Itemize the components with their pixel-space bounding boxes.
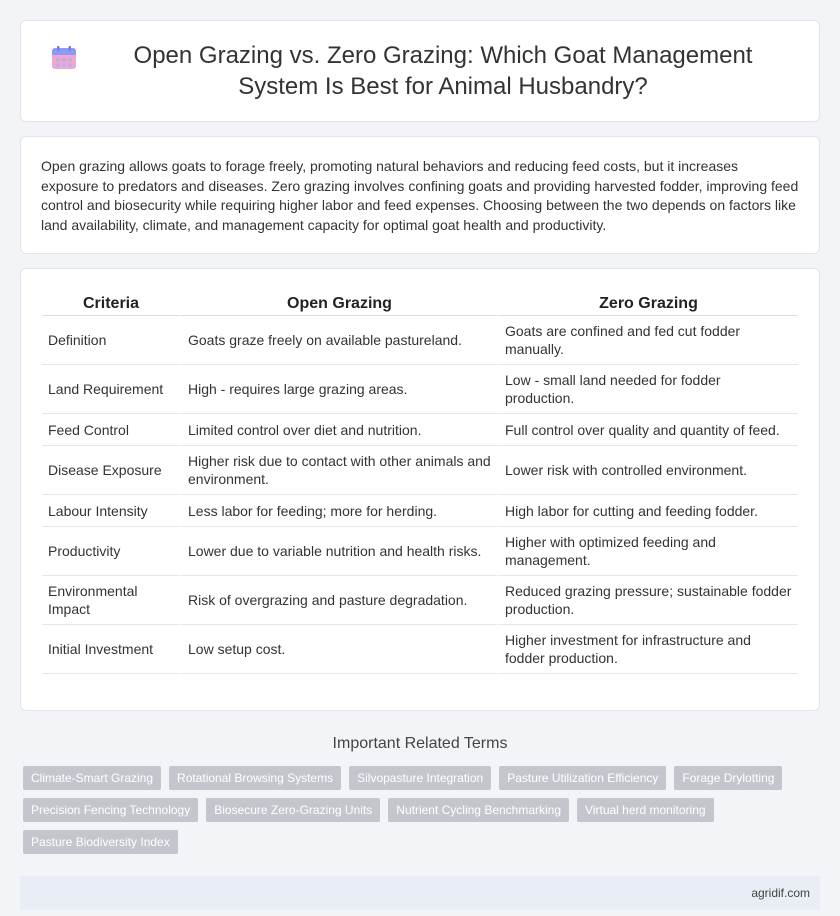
cell-criteria: Initial Investment	[42, 625, 180, 674]
table-row	[42, 365, 798, 414]
cell-open: Higher risk due to contact with other animals and environment.	[180, 446, 497, 495]
cell-zero: Reduced grazing pressure; sustainable fodder production.	[497, 576, 798, 625]
cell-zero: Lower risk with controlled environment.	[497, 446, 798, 495]
cell-zero: Higher with optimized feeding and management.	[497, 527, 798, 576]
table-row	[42, 527, 798, 576]
cell-zero: High labor for cutting and feeding fodder.	[497, 495, 798, 527]
cell-open: Lower due to variable nutrition and health risks.	[180, 527, 497, 576]
cell-open: Less labor for feeding; more for herding.	[180, 495, 497, 527]
cell-criteria: Disease Exposure	[42, 446, 180, 495]
comparison-card	[20, 268, 820, 711]
cell-open: Goats graze freely on available pastureland.	[180, 316, 497, 365]
table-row	[42, 495, 798, 527]
cell-open: Limited control over diet and nutrition.	[180, 414, 497, 446]
table-row	[42, 446, 798, 495]
intro-text: Open grazing allows goats to forage freely, promoting natural behaviors and reducing feed costs, but it increases exposure to predators and diseases. Zero grazing involves confining goats and providing harvested fodder, improving feed control and biosecurity while requiring higher labor and feed expenses. Choosing between the two depends on factors like land availability, climate, and management capacity for optimal goat health and productivity.	[41, 158, 799, 233]
cell-zero: Full control over quality and quantity of feed.	[497, 414, 798, 446]
cell-criteria: Labour Intensity	[42, 495, 180, 527]
header-criteria: Criteria	[42, 291, 180, 316]
cell-open: Low setup cost.	[180, 625, 497, 674]
table-row	[42, 316, 798, 365]
cell-zero: Low - small land needed for fodder production.	[497, 365, 798, 414]
tag-rotational-browsing-systems[interactable]: Rotational Browsing Systems	[169, 766, 341, 790]
cell-criteria: Productivity	[42, 527, 180, 576]
header-zero-grazing: Zero Grazing	[497, 291, 798, 316]
cell-criteria: Land Requirement	[42, 365, 180, 414]
title-wrap	[51, 40, 789, 102]
tag-silvopasture-integration[interactable]: Silvopasture Integration	[349, 766, 491, 790]
cell-zero: Goats are confined and fed cut fodder manually.	[497, 316, 798, 365]
footer	[20, 876, 820, 910]
calendar-icon	[51, 45, 77, 71]
tag-forage-drylotting[interactable]: Forage Drylotting	[674, 766, 782, 790]
cell-zero: Higher investment for infrastructure and fodder production.	[497, 625, 798, 674]
tag-pasture-biodiversity-index[interactable]: Pasture Biodiversity Index	[23, 830, 178, 854]
table-row	[42, 625, 798, 674]
cell-open: Risk of overgrazing and pasture degradation.	[180, 576, 497, 625]
intro-card	[20, 136, 820, 254]
cell-criteria: Feed Control	[42, 414, 180, 446]
table-row	[42, 414, 798, 446]
comparison-table	[42, 291, 798, 674]
tag-list	[20, 766, 820, 862]
tag-pasture-utilization-efficiency[interactable]: Pasture Utilization Efficiency	[499, 766, 666, 790]
tag-climate-smart-grazing[interactable]: Climate-Smart Grazing	[23, 766, 161, 790]
page-title: Open Grazing vs. Zero Grazing: Which Goat Management System Is Best for Animal Husbandry?	[133, 42, 753, 100]
tag-precision-fencing-technology[interactable]: Precision Fencing Technology	[23, 798, 198, 822]
header-open-grazing: Open Grazing	[180, 291, 497, 316]
tag-nutrient-cycling-benchmarking[interactable]: Nutrient Cycling Benchmarking	[388, 798, 569, 822]
cell-open: High - requires large grazing areas.	[180, 365, 497, 414]
tag-virtual-herd-monitoring[interactable]: Virtual herd monitoring	[577, 798, 714, 822]
related-terms-section	[20, 735, 820, 862]
tag-biosecure-zero-grazing-units[interactable]: Biosecure Zero-Grazing Units	[206, 798, 380, 822]
title-card	[20, 20, 820, 122]
table-header-row	[42, 291, 798, 316]
table-row	[42, 576, 798, 625]
cell-criteria: Environmental Impact	[42, 576, 180, 625]
footer-site-link[interactable]: agridif.com	[751, 886, 810, 900]
cell-criteria: Definition	[42, 316, 180, 365]
related-terms-heading: Important Related Terms	[332, 735, 508, 752]
